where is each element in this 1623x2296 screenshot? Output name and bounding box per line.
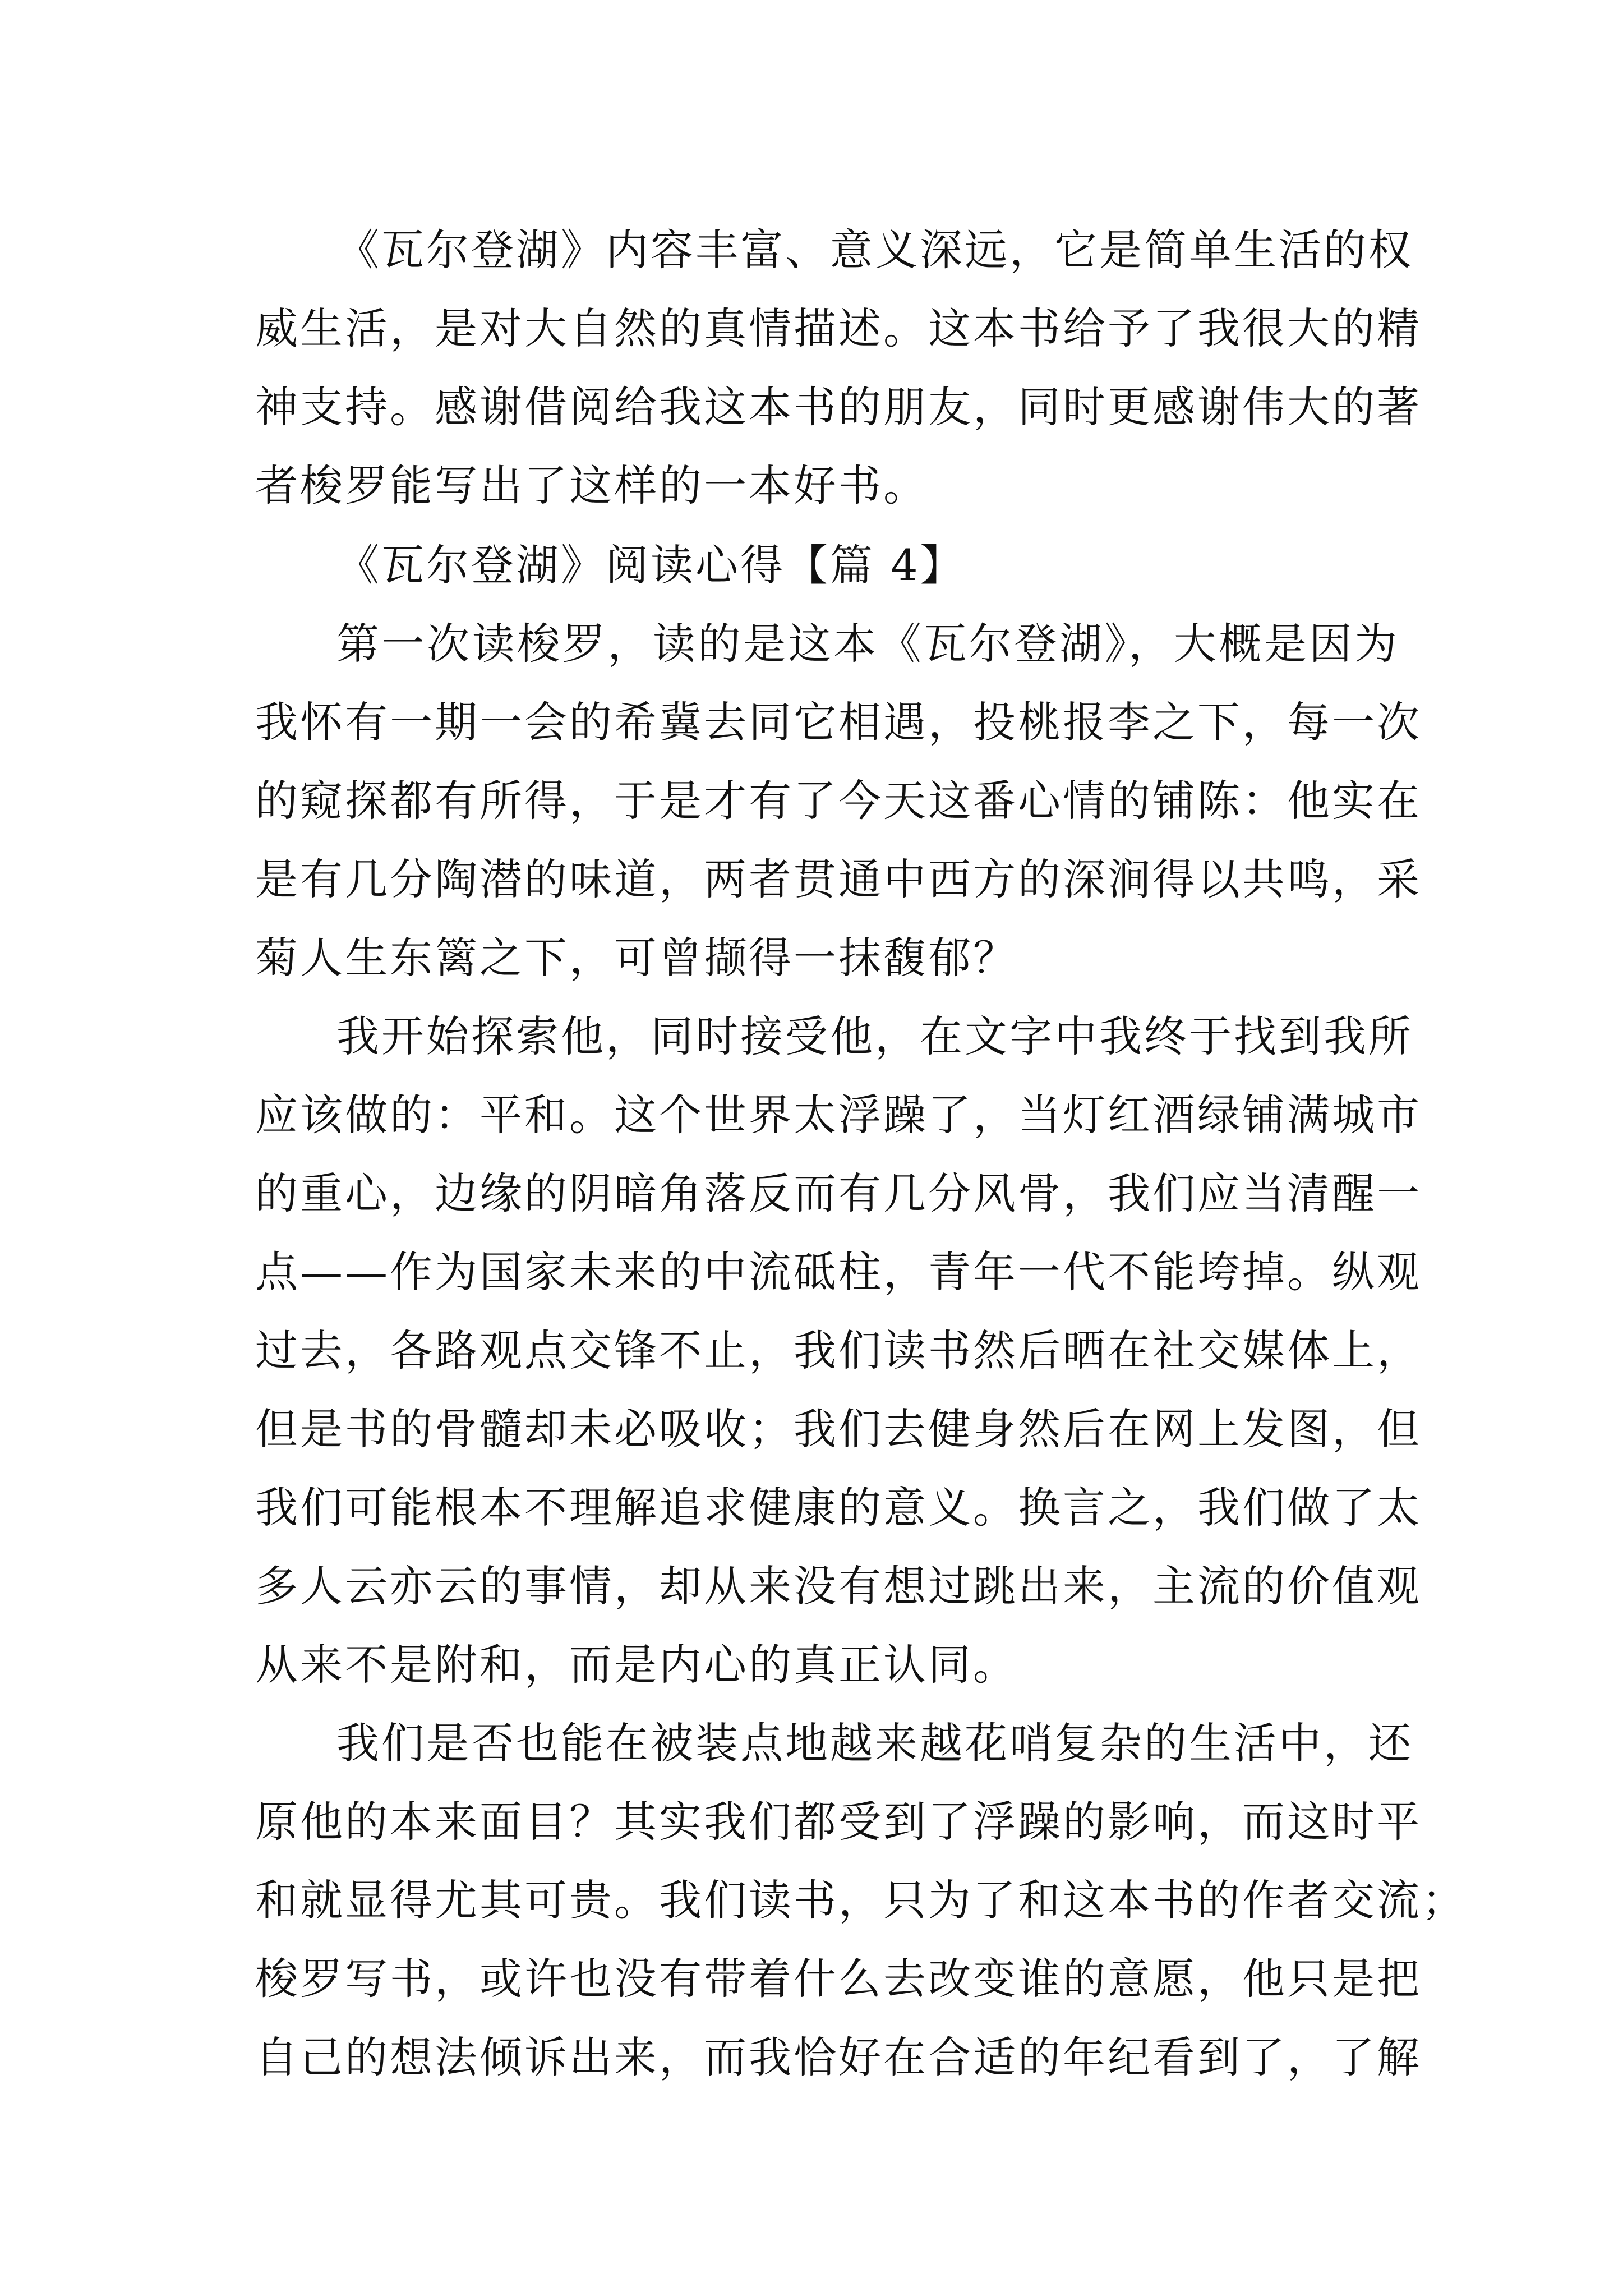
paragraph-line: 梭罗写书，或许也没有带着什么去改变谁的意愿，他只是把 [255,1954,1422,2004]
paragraph-line: 我们可能根本不理解追求健康的意义。换言之，我们做了太 [255,1483,1422,1533]
paragraph-line: 者梭罗能写出了这样的一本好书。 [255,461,928,510]
paragraph-line: 多人云亦云的事情，却从来没有想过跳出来，主流的价值观 [255,1561,1422,1611]
paragraph-line: 原他的本来面目？其实我们都受到了浮躁的影响，而这时平 [255,1797,1422,1847]
paragraph-line: 第一次读梭罗，读的是这本《瓦尔登湖》，大概是因为 [336,619,1399,669]
paragraph-line: 神支持。感谢借阅给我这本书的朋友，同时更感谢伟大的著 [255,382,1422,432]
paragraph-line: 威生活，是对大自然的真情描述。这本书给予了我很大的精 [255,303,1422,353]
paragraph-line: 但是书的骨髓却未必吸收；我们去健身然后在网上发图，但 [255,1404,1422,1454]
paragraph-line: 菊人生东篱之下，可曾撷得一抹馥郁？ [255,933,1018,983]
paragraph-line: 我们是否也能在被装点地越来越花哨复杂的生活中，还 [336,1718,1413,1768]
paragraph-line: 和就显得尤其可贵。我们读书，只为了和这本书的作者交流； [255,1875,1467,1925]
paragraph-line: 过去，各路观点交锋不止，我们读书然后晒在社交媒体上， [255,1326,1422,1375]
paragraph-line: 从来不是附和，而是内心的真正认同。 [255,1640,1018,1690]
paragraph-line: 的窥探都有所得，于是才有了今天这番心情的铺陈：他实在 [255,776,1422,826]
paragraph-line: 点——作为国家未来的中流砥柱，青年一代不能垮掉。纵观 [255,1247,1422,1297]
paragraph-line: 的重心，边缘的阴暗角落反而有几分风骨，我们应当清醒一 [255,1168,1422,1218]
paragraph-line: 是有几分陶潜的味道，两者贯通中西方的深涧得以共鸣，采 [255,854,1422,904]
paragraph-line: 《瓦尔登湖》内容丰富、意义深远，它是简单生活的权 [336,225,1413,275]
paragraph-line: 自己的想法倾诉出来，而我恰好在合适的年纪看到了，了解 [255,2032,1422,2082]
paragraph-line: 应该做的：平和。这个世界太浮躁了，当灯红酒绿铺满城市 [255,1090,1422,1140]
section-heading: 《瓦尔登湖》阅读心得【篇 4】 [336,540,965,590]
paragraph-line: 我开始探索他，同时接受他，在文字中我终于找到我所 [336,1011,1413,1061]
paragraph-line: 我怀有一期一会的希冀去同它相遇，投桃报李之下，每一次 [255,697,1422,747]
